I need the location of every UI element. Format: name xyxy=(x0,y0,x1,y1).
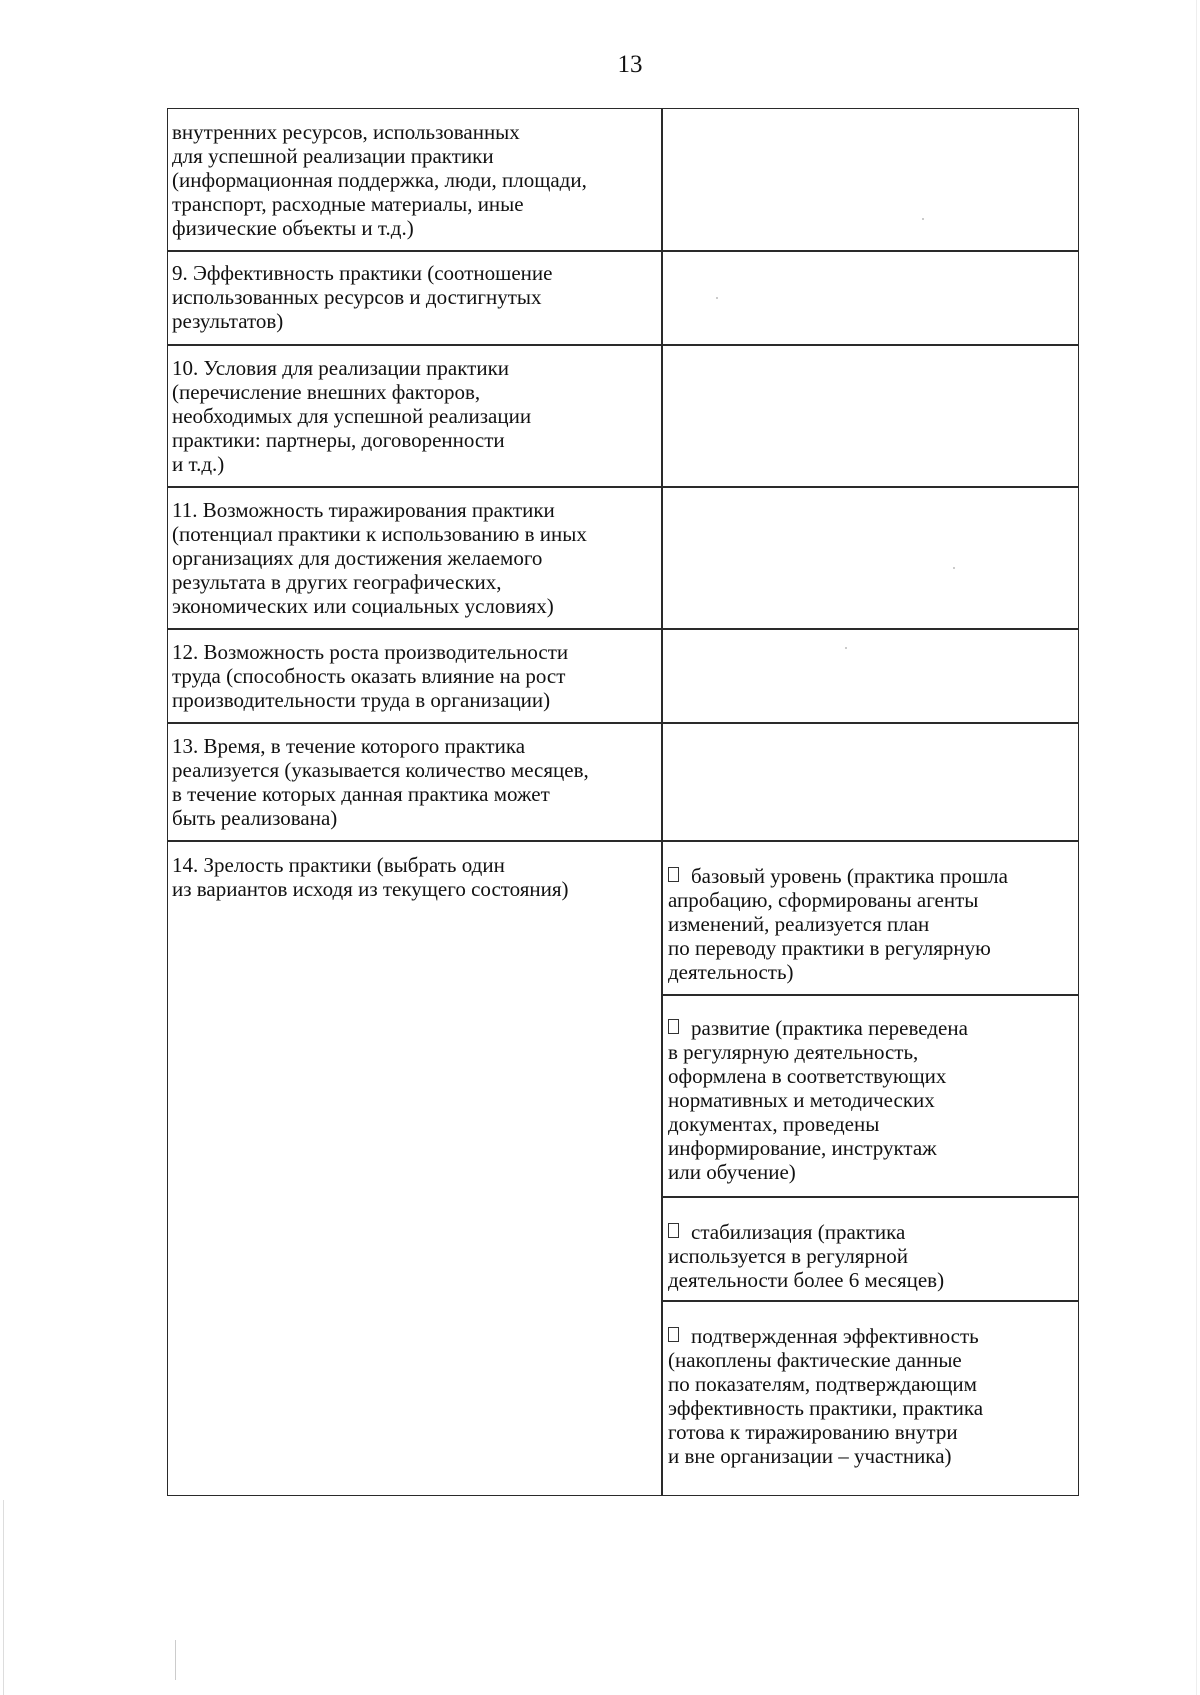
scan-speck xyxy=(922,218,924,220)
scan-edge-mark xyxy=(3,1500,4,1695)
option-title: стабилизация (практика xyxy=(691,1220,906,1244)
scan-speck xyxy=(716,297,718,299)
maturity-option-confirmed[interactable] xyxy=(668,1324,1083,1468)
scan-edge-mark xyxy=(175,1640,176,1680)
option-description: (накоплены фактические данные по показателям, подтверждающим эффективность практики, практика готова к тиражированию внутри и вне организации – участника) xyxy=(668,1348,984,1468)
row-14-label: 14. Зрелость практики (выбрать один из вариантов исходя из текущего состояния) xyxy=(172,853,569,901)
row-12-value-cell[interactable] xyxy=(661,628,1079,724)
option-description: в регулярную деятельность, оформлена в соответствующих нормативных и методических документах, проведены информирование, инструктаж или обучение) xyxy=(668,1040,947,1184)
row-9-value-cell[interactable] xyxy=(661,250,1079,346)
row-1-label: внутренних ресурсов, использованных для успешной реализации практики (информационная поддержка, люди, площади, транспорт, расходные материалы, иные физические объекты и т.д.) xyxy=(172,120,587,240)
scan-edge-mark xyxy=(1196,0,1197,1695)
maturity-option-stabilization[interactable] xyxy=(668,1220,1083,1292)
option-title: подтвержденная эффективность xyxy=(691,1324,979,1348)
option-description: используется в регулярной деятельности более 6 месяцев) xyxy=(668,1244,945,1292)
row-13-label: 13. Время, в течение которого практика реализуется (указывается количество месяцев, в течение которых данная практика может быть реализована) xyxy=(172,734,589,830)
row-12-label: 12. Возможность роста производительности труда (способность оказать влияние на рост производительности труда в организации) xyxy=(172,640,569,712)
checkbox-icon[interactable] xyxy=(668,867,679,882)
row-11-label: 11. Возможность тиражирования практики (потенциал практики к использованию в иных организациях для достижения желаемого результата в других географических, экономических или социальных условиях) xyxy=(172,498,587,618)
checkbox-icon[interactable] xyxy=(668,1019,679,1034)
row-13-value-cell[interactable] xyxy=(661,722,1079,842)
scan-speck xyxy=(845,647,847,649)
row-9-label: 9. Эффективность практики (соотношение использованных ресурсов и достигнутых результатов) xyxy=(172,261,553,333)
checkbox-icon[interactable] xyxy=(668,1223,679,1238)
option-title: развитие (практика переведена xyxy=(691,1016,968,1040)
checkbox-icon[interactable] xyxy=(668,1327,679,1342)
scan-speck xyxy=(953,567,955,569)
maturity-option-basic[interactable] xyxy=(668,864,1083,984)
option-description: апробацию, сформированы агенты изменений, реализуется план по переводу практики в регулярную деятельность) xyxy=(668,888,991,984)
row-11-value-cell[interactable] xyxy=(661,486,1079,630)
row-1-value-cell[interactable] xyxy=(661,108,1079,252)
row-10-value-cell[interactable] xyxy=(661,344,1079,488)
row-10-label: 10. Условия для реализации практики (перечисление внешних факторов, необходимых для успешной реализации практики: партнеры, договоренности и т.д.) xyxy=(172,356,532,476)
maturity-option-development[interactable] xyxy=(668,1016,1083,1184)
row-14-label-cell xyxy=(167,840,663,1496)
page-number: 13 xyxy=(617,51,643,78)
option-title: базовый уровень (практика прошла xyxy=(691,864,1008,888)
